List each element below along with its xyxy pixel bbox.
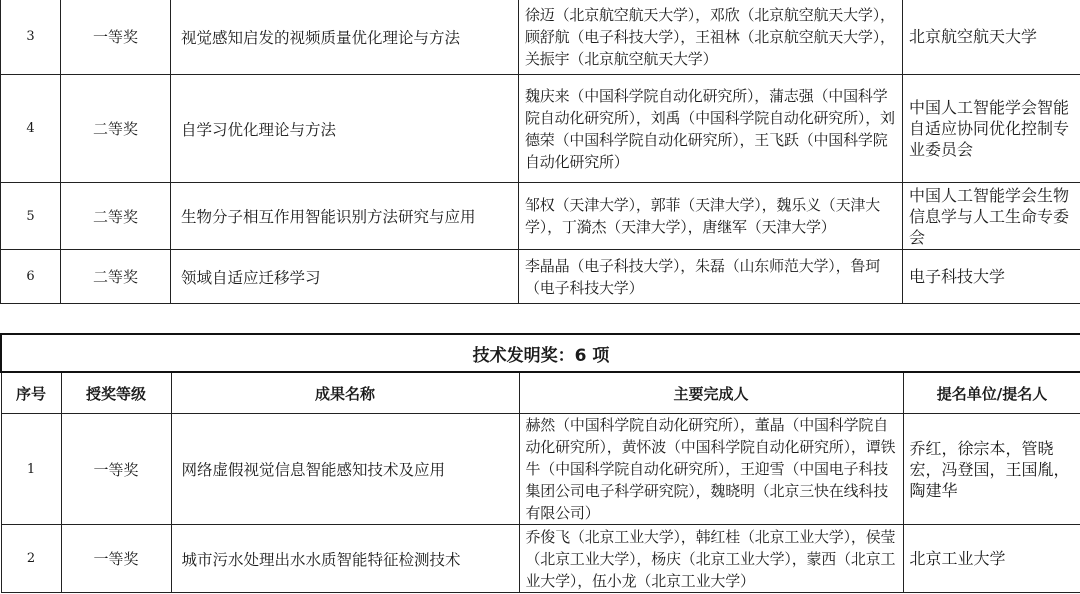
table-row <box>1 525 1080 593</box>
nominating-unit: 乔红，徐宗本，管晓宏，冯登国，王国胤，陶建华 <box>903 414 1080 525</box>
nominating-unit: 中国人工智能学会智能自适应协同优化控制专业委员会 <box>903 75 1080 183</box>
award-level: 二等奖 <box>61 250 171 304</box>
project-name: 自学习优化理论与方法 <box>171 75 519 183</box>
award-level: 一等奖 <box>61 0 171 75</box>
row-number: 2 <box>1 525 61 593</box>
header-org: 提名单位/提名人 <box>903 372 1080 414</box>
nominating-unit: 中国人工智能学会生物信息学与人工生命专委会 <box>903 183 1080 250</box>
award-level: 一等奖 <box>61 525 171 593</box>
header-name: 成果名称 <box>171 372 519 414</box>
header-no: 序号 <box>1 372 61 414</box>
table-row <box>1 414 1080 525</box>
nominating-unit: 北京航空航天大学 <box>903 0 1080 75</box>
project-name: 网络虚假视觉信息智能感知技术及应用 <box>171 414 519 525</box>
main-contributors: 徐迈（北京航空航天大学），邓欣（北京航空航天大学），顾舒航（电子科技大学），王祖林（北京航空航天大学），关振宇（北京航空航天大学） <box>519 0 903 75</box>
project-name: 领域自适应迁移学习 <box>171 250 519 304</box>
main-contributors: 李晶晶（电子科技大学），朱磊（山东师范大学），鲁珂（电子科技大学） <box>519 250 903 304</box>
main-contributors: 赫然（中国科学院自动化研究所），董晶（中国科学院自动化研究所），黄怀波（中国科学院自动化研究所），谭铁牛（中国科学院自动化研究所），王迎雪（中国电子科技集团公司电子科学研究院），魏晓明（北京三快在线科技有限公司） <box>519 414 903 525</box>
award-table-technical-invention <box>0 333 1080 593</box>
award-level: 一等奖 <box>61 414 171 525</box>
nominating-unit: 北京工业大学 <box>903 525 1080 593</box>
section-title: 技术发明奖：6 项 <box>1 334 1080 372</box>
table-row <box>1 183 1080 250</box>
row-number: 4 <box>1 75 61 183</box>
table-row <box>1 250 1080 304</box>
main-contributors: 邹权（天津大学），郭菲（天津大学），魏乐义（天津大学），丁漪杰（天津大学），唐继军（天津大学） <box>519 183 903 250</box>
project-name: 视觉感知启发的视频质量优化理论与方法 <box>171 0 519 75</box>
main-contributors: 魏庆来（中国科学院自动化研究所），蒲志强（中国科学院自动化研究所），刘禹（中国科学院自动化研究所），刘德荣（中国科学院自动化研究所），王飞跃（中国科学院自动化研究所） <box>519 75 903 183</box>
project-name: 生物分子相互作用智能识别方法研究与应用 <box>171 183 519 250</box>
row-number: 3 <box>1 0 61 75</box>
row-number: 6 <box>1 250 61 304</box>
project-name: 城市污水处理出水水质智能特征检测技术 <box>171 525 519 593</box>
award-level: 二等奖 <box>61 75 171 183</box>
header-level: 授奖等级 <box>61 372 171 414</box>
header-people: 主要完成人 <box>519 372 903 414</box>
table-row <box>1 0 1080 75</box>
nominating-unit: 电子科技大学 <box>903 250 1080 304</box>
row-number: 5 <box>1 183 61 250</box>
table-header-row <box>1 372 1080 414</box>
table-row <box>1 75 1080 183</box>
row-number: 1 <box>1 414 61 525</box>
award-level: 二等奖 <box>61 183 171 250</box>
main-contributors: 乔俊飞（北京工业大学），韩红桂（北京工业大学），侯莹（北京工业大学），杨庆（北京工业大学），蒙西（北京工业大学），伍小龙（北京工业大学） <box>519 525 903 593</box>
